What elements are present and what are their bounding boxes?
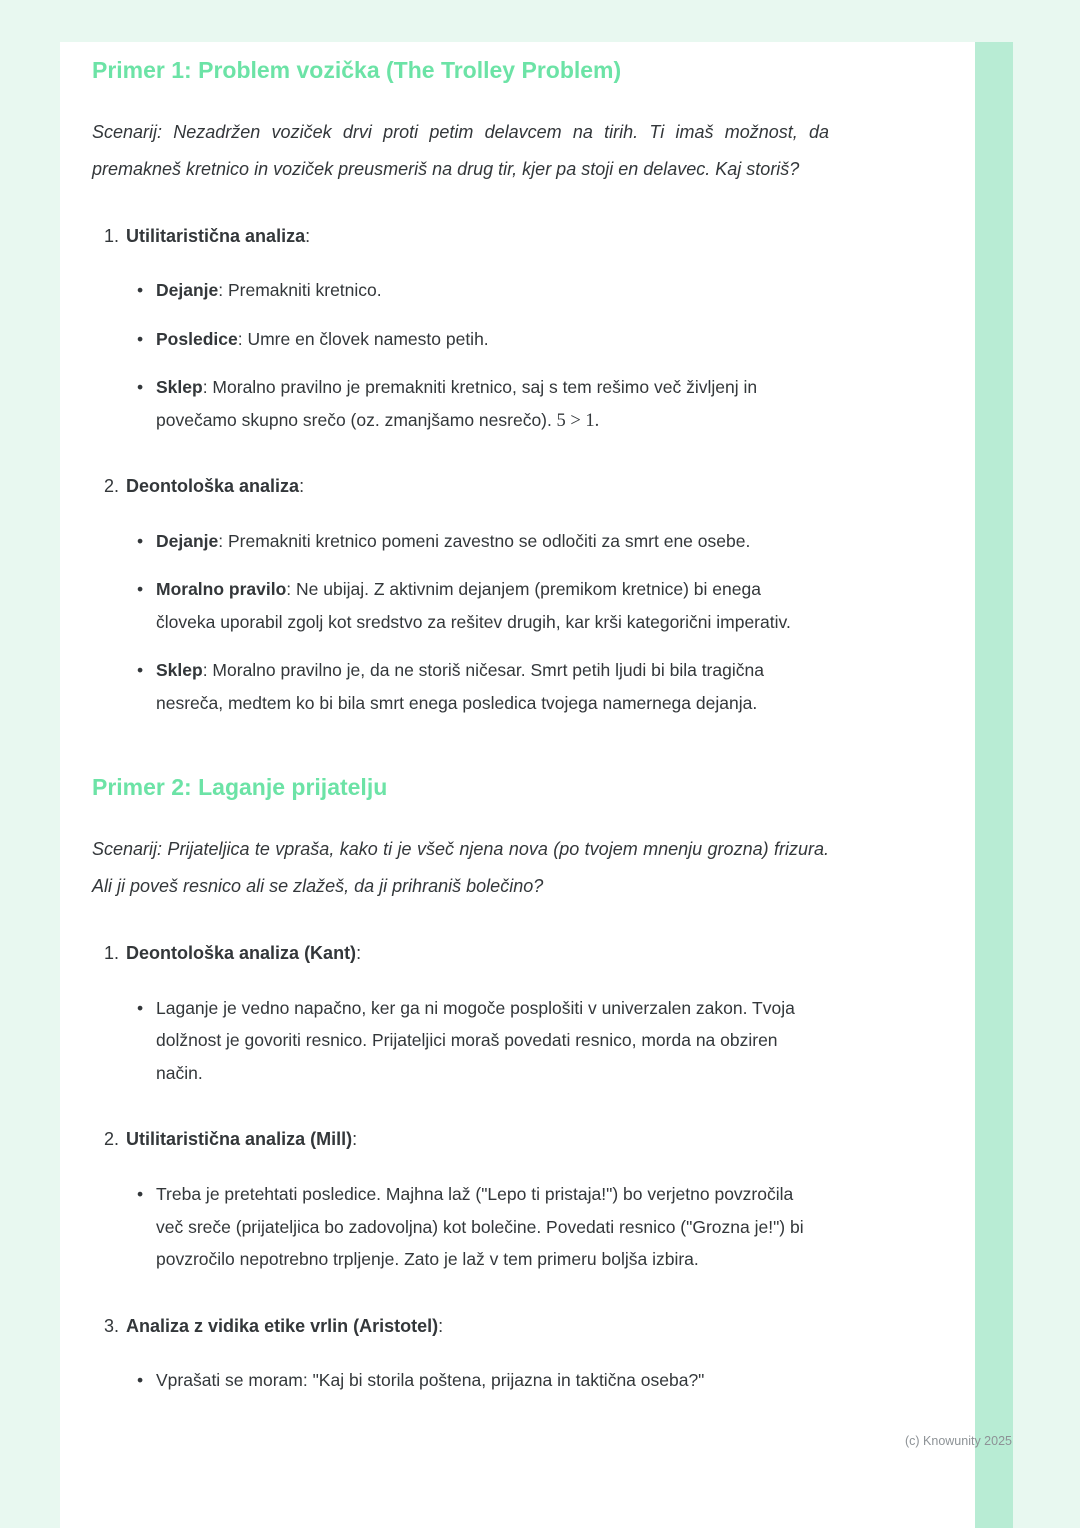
scenario-paragraph-1: Scenarij: Nezadržen voziček drvi proti petim delavcem na tirih. Ti imaš možnost, da premakneš kretnico in voziček preusmeriš na drug tir, kjer pa stoji en delavec. Kaj storiš? bbox=[92, 121, 829, 179]
copyright-footer: (c) Knowunity 2025 bbox=[904, 1434, 1012, 1448]
numbered-item bbox=[104, 222, 829, 251]
numbered-item bbox=[104, 1312, 829, 1341]
bullet-label: Posledice bbox=[156, 328, 238, 349]
page-content bbox=[60, 42, 975, 1528]
bullet-list bbox=[156, 525, 829, 721]
item-colon: : bbox=[305, 225, 311, 246]
list-item bbox=[156, 323, 816, 357]
bullet-text: Laganje je vedno napačno, ker ga ni mogoče posplošiti v univerzalen zakon. Tvoja dolžnost je govoriti resnico. Prijateljici moraš povedati resnico, morda na obziren način. bbox=[156, 997, 795, 1083]
bullet-label: Moralno pravilo bbox=[156, 579, 287, 600]
bullet-list bbox=[156, 1178, 829, 1278]
bullet-list bbox=[156, 274, 829, 438]
item-label: Deontološka analiza bbox=[126, 476, 300, 497]
item-colon: : bbox=[438, 1315, 444, 1336]
item-label: Utilitaristična analiza (Mill) bbox=[126, 1129, 353, 1150]
bullet-label: Dejanje bbox=[156, 280, 219, 301]
bullet-math: 5 > 1. bbox=[551, 410, 600, 431]
list-item bbox=[156, 992, 816, 1092]
bullet-text: : Moralno pravilno je, da ne storiš ničesar. Smrt petih ljudi bi bila tragična nesreča, medtem ko bi bila smrt enega posledica tvojega namernega dejanja. bbox=[156, 660, 764, 713]
list-item bbox=[156, 1178, 816, 1278]
bullet-label: Dejanje bbox=[156, 531, 219, 552]
list-item bbox=[156, 654, 816, 721]
bullet-list bbox=[156, 1364, 829, 1398]
item-colon: : bbox=[352, 1129, 358, 1150]
bullet-text: : Ne ubijaj. Z aktivnim dejanjem (premikom kretnice) bi enega človeka uporabil zgolj kot sredstvo za rešitev drugih, kar krši kategorični imperativ. bbox=[156, 579, 791, 632]
item-label: Analiza z vidika etike vrlin (Aristotel) bbox=[126, 1315, 439, 1336]
item-label: Deontološka analiza (Kant) bbox=[126, 943, 357, 964]
list-item bbox=[156, 573, 816, 640]
right-accent-stripe bbox=[975, 42, 1013, 1528]
bullet-text: : Premakniti kretnico pomeni zavestno se odločiti za smrt ene osebe. bbox=[218, 531, 751, 552]
bullet-text: Vprašati se moram: "Kaj bi storila poštena, prijazna in taktična oseba?" bbox=[156, 1370, 705, 1391]
bullet-text: : Premakniti kretnico. bbox=[218, 280, 382, 301]
section-title-1: Primer 1: Problem vozička (The Trolley Problem) bbox=[92, 57, 622, 83]
bullet-text: : Umre en človek namesto petih. bbox=[237, 328, 489, 349]
list-item bbox=[156, 274, 816, 308]
item-number: 2. bbox=[104, 1129, 120, 1150]
section-title-2: Primer 2: Laganje prijatelju bbox=[92, 774, 388, 801]
bullet-text: Treba je pretehtati posledice. Majhna laž ("Lepo ti pristaja!") bo verjetno povzročila več sreče (prijateljica bo zadovoljna) kot bolečine. Povedati resnico ("Grozna je!") bi povzročilo nepotrebno trpljenje. Zato je laž v tem primeru boljša izbira. bbox=[156, 1184, 804, 1270]
item-label: Utilitaristična analiza bbox=[126, 225, 306, 246]
item-number: 1. bbox=[104, 943, 120, 964]
numbered-item bbox=[104, 939, 829, 968]
item-colon: : bbox=[356, 943, 362, 964]
numbered-item bbox=[104, 1125, 829, 1154]
bullet-text: : Moralno pravilno je premakniti kretnico, saj s tem rešimo več življenj in povečamo skupno srečo (oz. zmanjšamo nesrečo). bbox=[156, 377, 758, 430]
bullet-list bbox=[156, 992, 829, 1092]
item-number: 1. bbox=[104, 225, 120, 246]
item-colon: : bbox=[299, 476, 305, 497]
item-number: 2. bbox=[104, 476, 120, 497]
scenario-paragraph-2: Scenarij: Prijateljica te vpraša, kako ti je všeč njena nova (po tvojem mnenju grozna) frizura. Ali ji poveš resnico ali se zlažeš, da ji prihraniš bolečino? bbox=[92, 839, 829, 897]
list-item bbox=[156, 1364, 816, 1398]
bullet-label: Sklep bbox=[156, 377, 203, 398]
item-number: 3. bbox=[104, 1315, 120, 1336]
numbered-item bbox=[104, 472, 829, 501]
list-item bbox=[156, 371, 816, 438]
bullet-label: Sklep bbox=[156, 660, 203, 681]
list-item bbox=[156, 525, 816, 559]
